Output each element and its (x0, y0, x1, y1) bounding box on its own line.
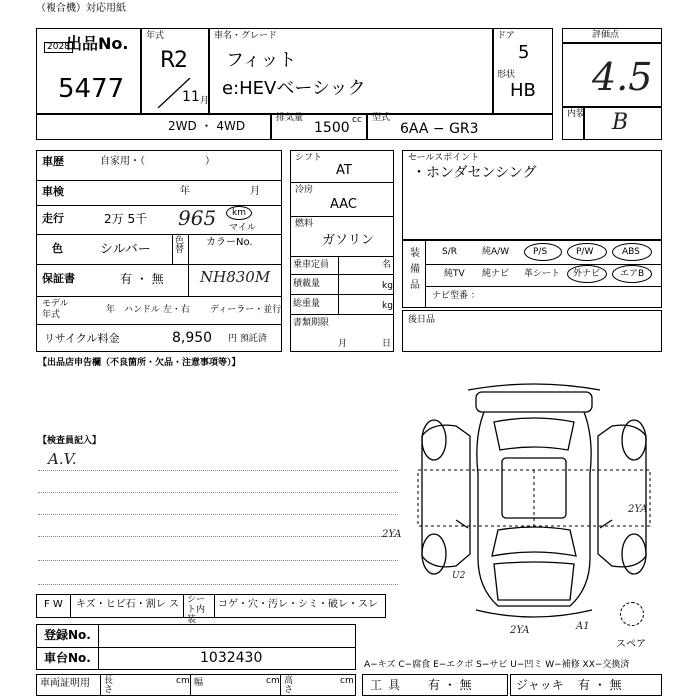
displacement-value: 1500 (314, 120, 350, 136)
interior-label: 内装 (567, 109, 586, 119)
displacement-unit: cc (352, 115, 362, 125)
aftermarket-label: 後日品 (408, 315, 436, 325)
sales-label: セールスポイント (408, 153, 480, 163)
mileage-value: 2万 5千 (104, 212, 148, 226)
recycle-unit: 円 預託済 (228, 334, 267, 344)
year-month: 11 (182, 89, 200, 105)
inspector-label: 【検査員記入】 (38, 436, 102, 446)
equip-sr: S/R (442, 247, 457, 257)
spare-tire-icon (620, 602, 644, 626)
grade-name: e:HEVベーシック (222, 78, 366, 99)
score-label: 評価点 (592, 30, 620, 40)
inspection-year: 年 (180, 186, 190, 197)
load-unit: kg (382, 281, 393, 291)
header-note: 2028 (44, 42, 73, 53)
navi-model-label: ナビ型番 ： (432, 291, 480, 301)
shape-value: HB (510, 80, 536, 101)
fw-interior-items: コゲ・穴・汚レ・シミ・破レ・スレ (218, 599, 378, 610)
damage-mark-front: 2YA (510, 625, 530, 636)
equip-leather: 革シート (524, 269, 561, 279)
weight-unit: kg (382, 301, 393, 311)
fuel-label: 燃料 (295, 219, 314, 229)
ac-label: 冷房 (295, 185, 314, 195)
mileage-unit-mile: マイル (229, 223, 256, 233)
modelyear-unit: 年 (106, 305, 116, 315)
vehicle-cert-unit3: cm (340, 676, 354, 686)
damage-mark-a1: A1 (576, 621, 590, 632)
mileage-handwritten: 965 (178, 206, 217, 230)
recycle-label: リサイクル料金 (44, 332, 120, 345)
equip-ps: P/S (533, 247, 548, 257)
jack-label: ジャッキ (516, 678, 564, 692)
color-change-label: 色替 (175, 236, 185, 255)
shift-value: AT (336, 163, 352, 178)
history-label: 車歴 (42, 155, 64, 168)
sales-box (402, 150, 662, 240)
equip-navi: 純ナビ (482, 269, 510, 279)
year-value: 2 (174, 48, 188, 73)
ac-value: AAC (330, 197, 357, 212)
name-label: 車名・グレード (214, 31, 278, 41)
year-label: 年式 (146, 31, 165, 41)
inspection-label: 車検 (42, 185, 64, 198)
inspector-note: A.V. (48, 450, 77, 468)
registration-label: 登録No. (44, 628, 91, 642)
type-value: 6AA − GR3 (400, 121, 479, 137)
tools-value: 有 ・ 無 (428, 678, 472, 692)
capacity-unit: 名 (382, 260, 392, 270)
chassis-label: 車台No. (44, 651, 91, 665)
damage-mark-u2: U2 (452, 571, 466, 581)
inspection-month: 月 (250, 186, 260, 197)
equip-abs: ABS (622, 247, 640, 257)
door-value: 5 (518, 42, 530, 63)
model-name: フィット (226, 50, 297, 71)
damage-mark-left: 2YA (382, 529, 402, 540)
modelyear-dealer: ディーラー・並行 (210, 305, 282, 315)
equip-pw: P/W (576, 247, 594, 257)
weight-label: 総重量 (293, 299, 321, 309)
sales-value: ・ホンダセンシング (412, 165, 537, 181)
damage-mark-right: 2YA (628, 504, 648, 515)
doc-deadline-month: 月 (338, 339, 348, 349)
color-value: シルバー (100, 242, 151, 257)
capacity-label: 乗車定員 (293, 260, 330, 270)
vehicle-cert-unit2: cm (266, 676, 280, 686)
lot-label: 出品No. (66, 34, 129, 53)
warranty-label: 保証書 (42, 272, 75, 285)
door-label: ドア (497, 31, 515, 41)
vehicle-cert-height: 高さ (284, 676, 294, 695)
fw-interior-label: シート内装 (187, 595, 206, 625)
jack-value: 有 ・ 無 (578, 678, 622, 692)
recycle-value: 8,950 (172, 330, 213, 346)
mileage-label: 走行 (42, 212, 64, 225)
doc-deadline-day: 日 (382, 339, 392, 349)
chassis-value: 1032430 (200, 650, 263, 666)
doc-deadline-label: 書類期限 (293, 318, 330, 328)
equipment-label: 装備品 (410, 248, 420, 291)
equip-extnavi: 外ナビ (573, 269, 601, 279)
drive-text: 2WD ・ 4WD (168, 119, 246, 133)
shift-label: シフト (295, 153, 323, 163)
load-label: 積載量 (293, 279, 321, 289)
equip-airbag: エアB (620, 269, 645, 279)
fw-label: F W (44, 599, 63, 610)
year-month-unit: 月 (200, 96, 210, 106)
interior-value: B (612, 110, 629, 135)
modelyear-label1: モデル (42, 299, 69, 309)
lot-number: 5477 (58, 74, 125, 104)
vehicle-cert-length: 長さ (104, 676, 114, 695)
shape-label: 形状 (497, 70, 516, 80)
equip-aw: 純A/W (482, 247, 510, 257)
vehicle-cert-label: 車両証明用 (40, 678, 90, 689)
displacement-label: 排気量 (276, 113, 304, 123)
aftermarket-box (402, 310, 662, 352)
warranty-value: 有 ・ 無 (120, 272, 164, 286)
spare-label: スペア (616, 639, 646, 650)
modelyear-label2: 年式 (42, 310, 61, 320)
fuel-value: ガソリン (322, 233, 375, 248)
declaration-label: 【出品店申告欄（不良箇所・欠品・注意事項等）】 (38, 358, 241, 368)
warranty-handwritten: NH830M (200, 268, 271, 286)
score-value: 4.5 (592, 55, 653, 99)
color-label: 色 (52, 242, 63, 255)
year-era: R (160, 48, 176, 73)
vehicle-cert-width: 幅 (194, 678, 204, 688)
vehicle-cert-unit1: cm (176, 676, 190, 686)
modelyear-handle: ハンドル 左・右 (124, 305, 190, 315)
header-partial: （複合機）対応用紙 (36, 3, 126, 14)
fw-items: キズ・ヒビ石・割レ ス (76, 599, 179, 610)
damage-legend: A−キズ C−腐食 E−エクボ S−サビ U−凹ミ W−補修 XX−交換済 (364, 660, 630, 670)
history-value: 自家用・（ ） (100, 156, 215, 167)
colorno-label: カラーNo. (206, 237, 253, 248)
equip-tv: 純TV (444, 269, 465, 279)
mileage-unit-km: km (232, 208, 246, 218)
tools-label: 工具 (370, 678, 407, 692)
type-label: 型式 (372, 113, 391, 123)
